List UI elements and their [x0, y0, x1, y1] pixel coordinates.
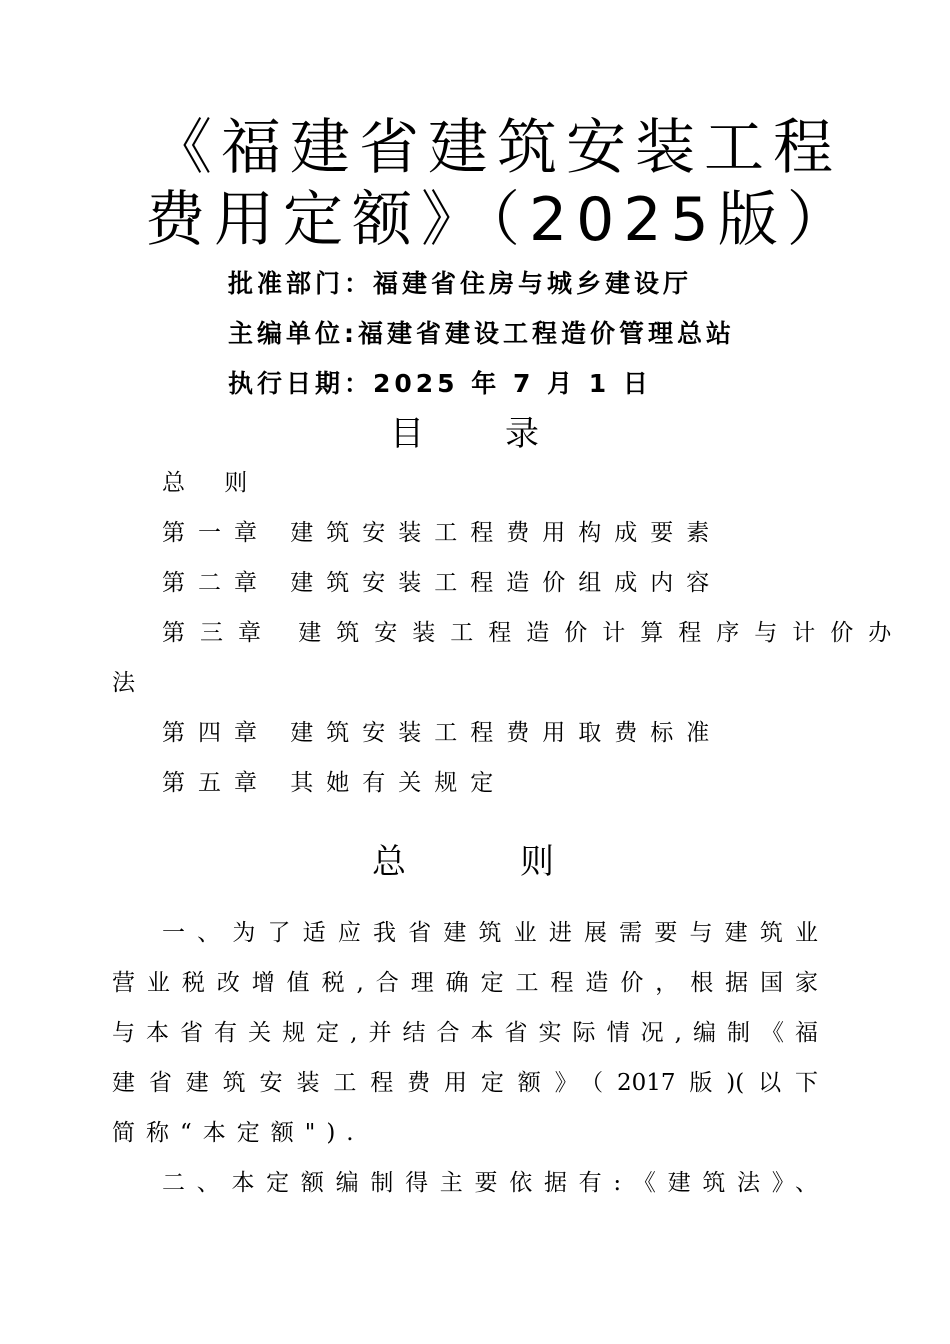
general-heading-left: 总	[372, 842, 406, 882]
para1-line-5: 简称“本定额").	[112, 1120, 365, 1146]
chief-editor-unit: 主编单位:福建省建设工程造价管理总站	[228, 319, 735, 348]
toc-item-chapter-1[interactable]: 第一章 建筑安装工程费用构成要素	[162, 520, 723, 546]
toc-item-chapter-4[interactable]: 第四章 建筑安装工程费用取费标准	[162, 720, 723, 746]
toc-item-chapter-2[interactable]: 第二章 建筑安装工程造价组成内容	[162, 570, 723, 596]
document-title-line-2: 费用定额》（2025版）	[145, 185, 856, 255]
toc-heading-right: 录	[505, 414, 539, 454]
para2-line-1: 二、本定额编制得主要依据有:《建筑法》、	[162, 1170, 818, 1196]
para1-line-1: 一、为了适应我省建筑业进展需要与建筑业	[162, 920, 818, 946]
approving-department: 批准部门：福建省住房与城乡建设厅	[228, 269, 693, 298]
effective-date: 执行日期：2025 年 7 月 1 日	[228, 369, 652, 398]
general-heading-right: 则	[520, 842, 554, 882]
para1-line-2: 营业税改增值税,合理确定工程造价，根据国家	[112, 970, 818, 996]
para1-line-3: 与本省有关规定,并结合本省实际情况,编制《福	[112, 1020, 818, 1046]
toc-heading-left: 目	[390, 414, 424, 454]
toc-item-chapter-3[interactable]: 第三章 建筑安装工程造价计算程序与计价办	[162, 620, 907, 646]
toc-item-chapter-5[interactable]: 第五章 其她有关规定	[162, 770, 507, 796]
document-title-line-1: 《福建省建筑安装工程	[152, 113, 842, 183]
para1-line-4: 建省建筑安装工程费用定额》（2017版)(以下	[112, 1070, 818, 1096]
toc-item-chapter-3-continued[interactable]: 法	[112, 670, 148, 696]
toc-item-general[interactable]: 总 则	[162, 470, 264, 496]
